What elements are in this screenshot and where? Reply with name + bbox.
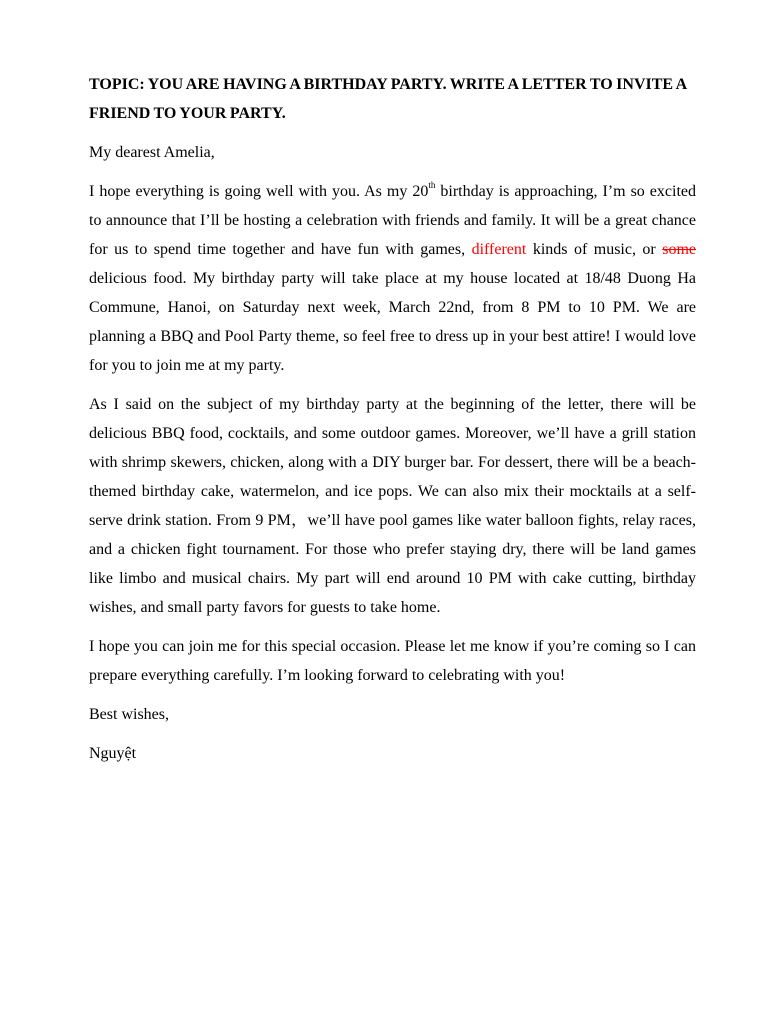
highlighted-correction: different <box>471 241 527 258</box>
signature: Nguyệt <box>89 745 137 762</box>
paragraph-invitation-text-3: kinds of music, or <box>526 241 663 258</box>
paragraph-invitation <box>89 177 696 380</box>
closing-phrase: Best wishes, <box>89 706 169 723</box>
struck-through-word: some <box>662 241 697 258</box>
paragraph-closing-request: I hope you can join me for this special occasion. Please let me know if you’re coming so I can prepare everything carefully. I’m looking forward to celebrating with you! <box>89 638 696 684</box>
paragraph-invitation-text-4: delicious food. My birthday party will take place at my house located at 18/48 Duong Ha Commune, Hanoi, on Saturday next week, March 22nd, from 8 PM to 10 PM. We are planning a BBQ and Pool Party theme, so feel free to dress up in your best attire! I would love for you to join me at my party. <box>89 270 696 374</box>
ordinal-superscript: th <box>428 180 436 190</box>
letter-document <box>89 70 696 778</box>
paragraph-invitation-text-2: birthday is approaching, I’m so excited to announce that I’ll be hosting a celebration with friends and family. It will be a great chance for us to spend time together and have fun with games, <box>89 183 696 258</box>
paragraph-invitation-text-1: I hope everything is going well with you. As my 20 <box>89 183 429 200</box>
paragraph-activities: As I said on the subject of my birthday party at the beginning of the letter, there will be delicious BBQ food, cocktails, and some outdoor games. Moreover, we’ll have a grill station with shrimp skewers, chicken, along with a DIY burger bar. For dessert, there will be a beach-themed birthday cake, watermelon, and ice pops. We can also mix their mocktails at a self-serve drink station. From 9 PM，we’ll have pool games like water balloon fights, relay races, and a chicken fight tournament. For those who prefer staying dry, there will be land games like limbo and musical chairs. My part will end around 10 PM with cake cutting, birthday wishes, and small party favors for guests to take home. <box>89 396 696 616</box>
greeting: My dearest Amelia, <box>89 144 215 161</box>
topic-heading: TOPIC: YOU ARE HAVING A BIRTHDAY PARTY. WRITE A LETTER TO INVITE A FRIEND TO YOUR PARTY. <box>89 76 687 122</box>
